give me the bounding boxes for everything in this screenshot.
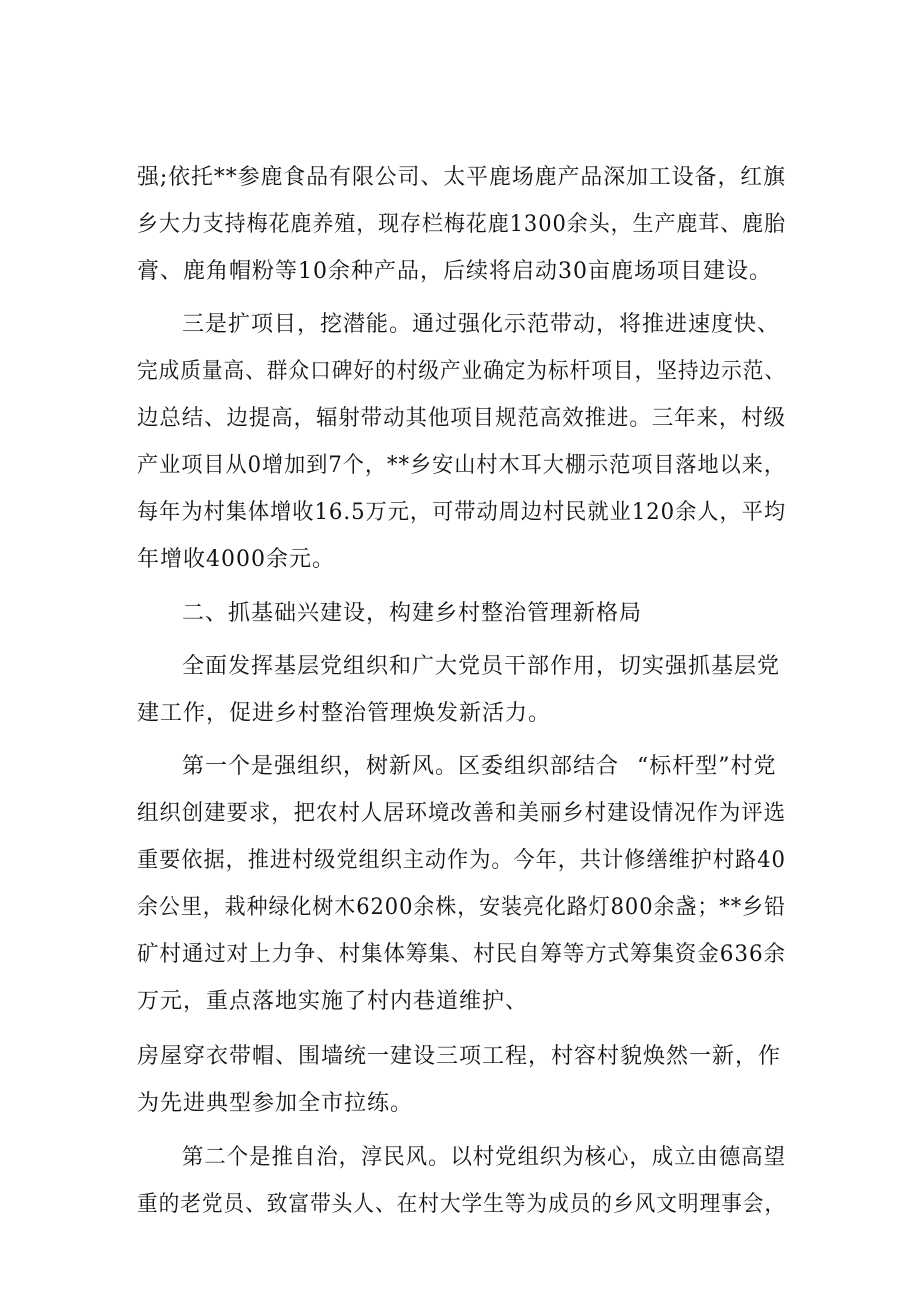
text-segment: 二、抓基础兴建设，构建乡村整治管理新格局: [182, 601, 643, 626]
text-segment: 边总结、边提高，辐射带动其他项目规范高效推进。三年来，村级: [137, 406, 787, 431]
text-segment: 膏、鹿角帽粉等10余种产品，后续将启动30亩鹿场项目建设。: [137, 259, 772, 284]
text-line: [0, 448, 920, 484]
text-segment: 建工作，促进乡村整治管理焕发新活力。: [137, 701, 552, 726]
text-segment: 组织创建要求，把农村人居环境改善和美丽乡村建设情况作为评选: [137, 801, 787, 826]
text-line: [0, 696, 920, 732]
text-line: [0, 207, 920, 243]
text-line: [0, 843, 920, 879]
text-line: [0, 160, 920, 196]
text-segment: “标杆型”村党: [637, 754, 777, 779]
text-segment: 余公里，栽种绿化树木6200余株，安装亮化路灯800余盏；**乡铅: [137, 895, 786, 920]
text-line: [0, 796, 920, 832]
text-segment: 为先进典型参加全市拉练。: [137, 1091, 414, 1116]
text-line: [0, 401, 920, 437]
text-segment: 三是扩项目，挖潜能。通过强化示范带动，将推进速度快、: [182, 312, 781, 337]
text-line: [0, 649, 920, 685]
text-segment: 年增收4000余元。: [137, 547, 335, 572]
text-segment: 每年为村集体增收16.5万元，可带动周边村民就业120余人，平均: [137, 500, 787, 525]
text-segment: 全面发挥基层党组织和广大党员干部作用，切实强抓基层党: [182, 654, 781, 679]
text-segment: 强;依托**参鹿食品有限公司、太平鹿场鹿产品深加工设备，红旗: [137, 165, 786, 190]
text-line: [0, 984, 920, 1020]
text-line: [0, 495, 920, 531]
text-segment: 乡大力支持梅花鹿养殖，现存栏梅花鹿1300余头，生产鹿茸、鹿胎: [137, 212, 786, 237]
text-segment: 重的老党员、致富带头人、在村大学生等为成员的乡风文明理事会，: [137, 1192, 787, 1217]
text-segment: 产业项目从0增加到7个，**乡安山村木耳大棚示范项目落地以来，: [137, 453, 787, 478]
text-line: [0, 1187, 920, 1223]
text-line: [0, 1086, 920, 1122]
section-heading: [0, 596, 920, 632]
text-line: [0, 1039, 920, 1075]
text-line: [0, 1140, 920, 1176]
text-line: [0, 542, 920, 578]
text-segment: 重要依据，推进村级党组织主动作为。今年，共计修缮维护村路40: [137, 848, 786, 873]
text-segment: 完成质量高、群众口碑好的村级产业确定为标杆项目，坚持边示范、: [137, 359, 787, 384]
text-segment: 第一个是强组织，树新风。区委组织部结合: [182, 754, 620, 779]
text-line: [0, 749, 920, 785]
text-segment: 房屋穿衣带帽、围墙统一建设三项工程，村容村貌焕然一新，作: [137, 1044, 782, 1069]
text-segment: 第二个是推自治，淳民风。以村党组织为核心，成立由德高望: [182, 1145, 786, 1170]
text-line: [0, 890, 920, 926]
text-line: [0, 307, 920, 343]
text-line: [0, 937, 920, 973]
text-line: [0, 354, 920, 390]
text-segment: 万元，重点落地实施了村内巷道维护、: [137, 989, 529, 1014]
text-segment: 矿村通过对上力争、村集体筹集、村民自筹等方式筹集资金636余: [137, 942, 787, 967]
text-line: [0, 254, 920, 290]
